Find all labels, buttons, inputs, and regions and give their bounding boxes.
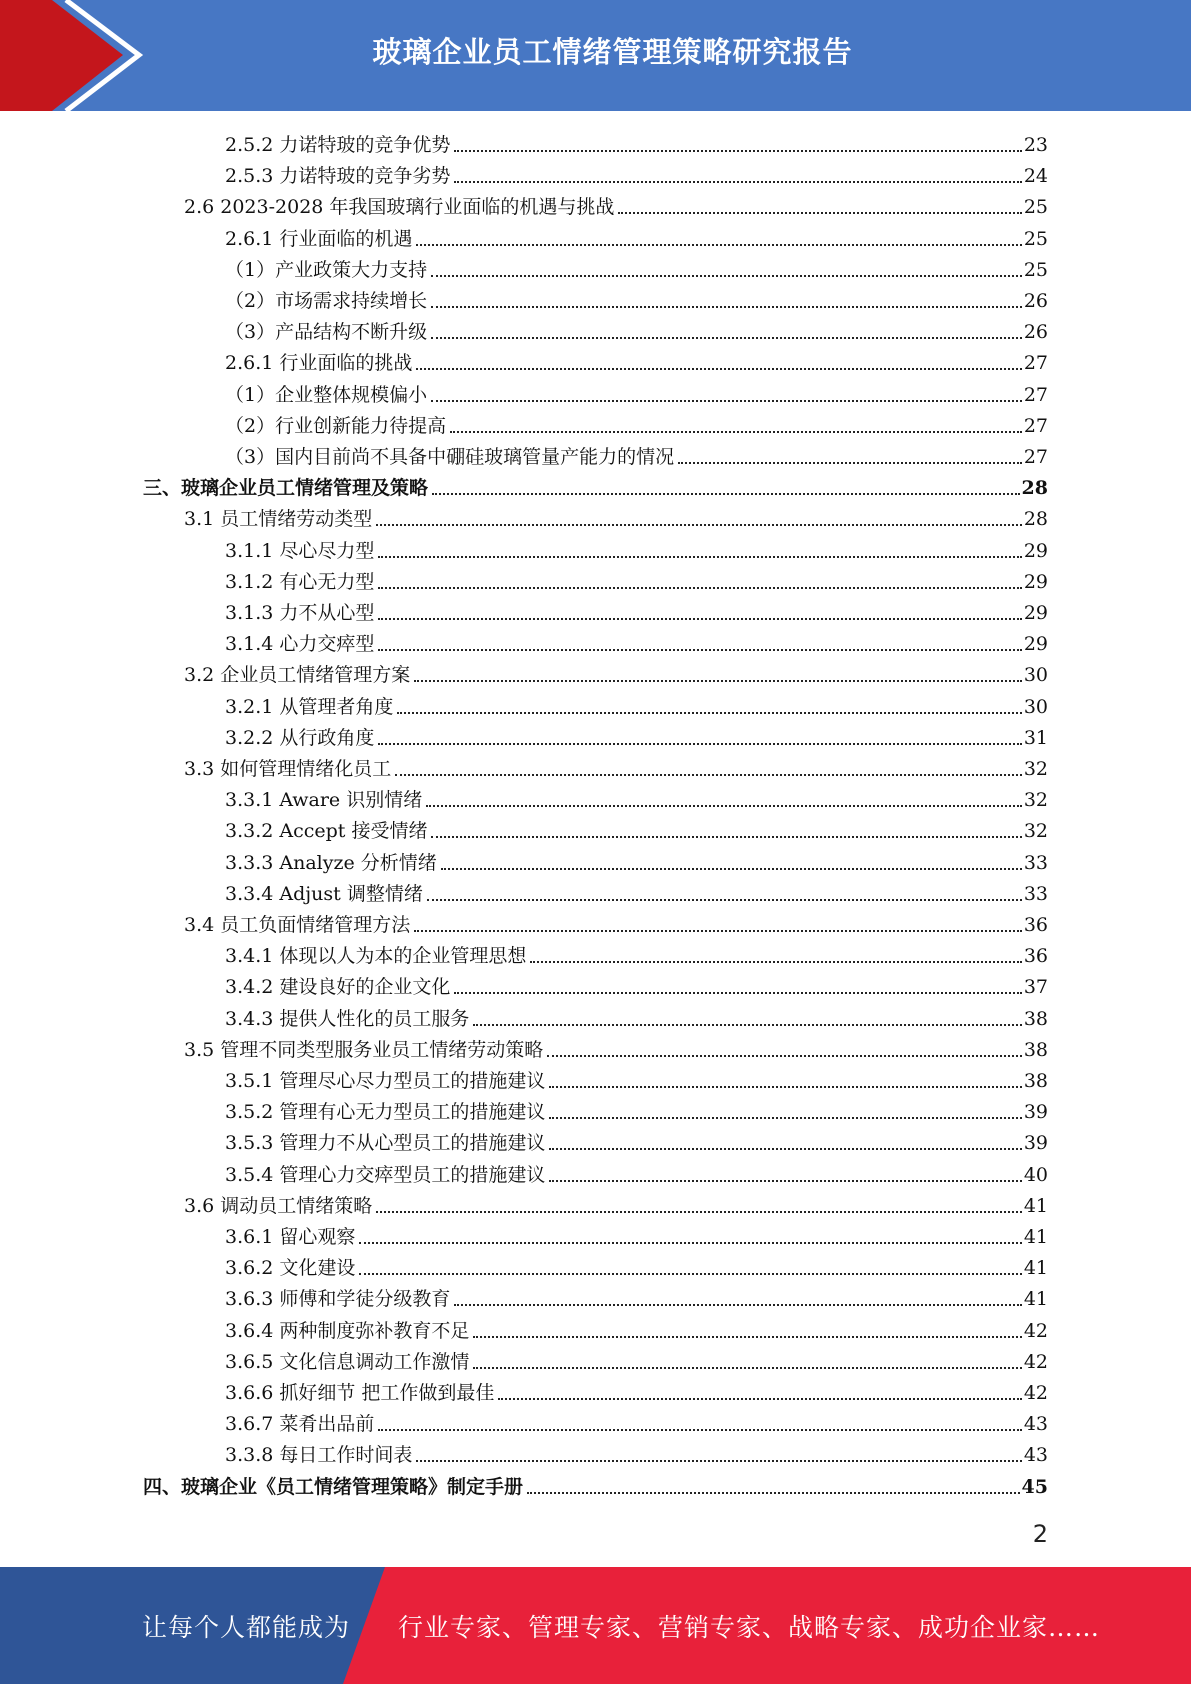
toc-entry[interactable]	[184, 188, 1048, 219]
toc-entry-page: 36	[1023, 945, 1048, 968]
toc-entry[interactable]	[143, 469, 1048, 500]
toc-dot-leader	[378, 556, 1021, 558]
toc-entry[interactable]	[225, 1374, 1048, 1405]
toc-entry[interactable]	[184, 906, 1048, 937]
toc-entry-label: 2.5.3 力诺特玻的竞争劣势	[225, 165, 451, 188]
toc-entry[interactable]	[225, 625, 1048, 656]
toc-entry-label: 三、玻璃企业员工情绪管理及策略	[143, 477, 429, 500]
toc-entry-label: 3.3.1 Aware 识别情绪	[225, 789, 423, 812]
toc-entry[interactable]	[225, 719, 1048, 750]
toc-entry[interactable]	[225, 1249, 1048, 1280]
toc-entry-page: 41	[1023, 1257, 1048, 1280]
toc-entry[interactable]	[225, 594, 1048, 625]
toc-entry-label: 3.3 如何管理情绪化员工	[184, 758, 392, 780]
page-number: 2	[1032, 1520, 1048, 1548]
toc-dot-leader	[473, 1367, 1021, 1369]
toc-entry-label: 3.5.4 管理心力交瘁型员工的措施建议	[225, 1163, 546, 1186]
toc-entry-page: 28	[1021, 477, 1048, 500]
toc-dot-leader	[416, 368, 1021, 370]
toc-dot-leader	[678, 462, 1022, 464]
toc-dot-leader	[431, 306, 1022, 308]
toc-entry[interactable]	[225, 157, 1048, 188]
toc-entry-page: 33	[1023, 851, 1048, 874]
toc-entry[interactable]	[225, 844, 1048, 875]
toc-entry-page: 23	[1023, 134, 1048, 156]
toc-dot-leader	[431, 275, 1022, 277]
toc-entry-label: （3）国内目前尚不具备中硼硅玻璃管量产能力的情况	[225, 446, 675, 468]
toc-dot-leader	[359, 1273, 1021, 1275]
toc-dot-leader	[359, 1242, 1021, 1244]
toc-entry-label: 3.4.2 建设良好的企业文化	[225, 976, 451, 999]
toc-entry-page: 41	[1023, 1226, 1048, 1248]
toc-entry-label: 3.3.3 Analyze 分析情绪	[225, 851, 437, 874]
toc-entry[interactable]	[225, 688, 1048, 719]
toc-entry-label: 3.5.1 管理尽心尽力型员工的措施建议	[225, 1070, 546, 1092]
toc-entry-page: 25	[1023, 258, 1048, 281]
toc-entry[interactable]	[143, 1468, 1048, 1499]
toc-entry[interactable]	[184, 1031, 1048, 1062]
toc-dot-leader	[414, 680, 1022, 682]
toc-entry[interactable]	[225, 812, 1048, 843]
toc-entry[interactable]	[225, 1280, 1048, 1311]
toc-entry-page: 27	[1023, 383, 1048, 406]
toc-entry-page: 30	[1023, 664, 1048, 687]
toc-dot-leader	[397, 712, 1021, 714]
toc-entry-page: 43	[1023, 1444, 1048, 1467]
toc-dot-leader	[376, 524, 1022, 526]
toc-entry-page: 41	[1023, 1288, 1048, 1311]
toc-entry-page: 29	[1023, 570, 1048, 593]
toc-entry-page: 28	[1023, 508, 1048, 531]
toc-dot-leader	[473, 1336, 1021, 1338]
toc-entry-label: （3）产品结构不断升级	[225, 321, 428, 344]
toc-entry-label: 3.3.2 Accept 接受情绪	[225, 820, 428, 843]
toc-entry-page: 27	[1023, 414, 1048, 437]
toc-entry[interactable]	[225, 1156, 1048, 1187]
toc-entry[interactable]	[225, 407, 1048, 438]
toc-dot-leader	[432, 493, 1020, 495]
toc-entry-label: 2.6.1 行业面临的挑战	[225, 352, 413, 375]
toc-entry-label: 3.4 员工负面情绪管理方法	[184, 914, 411, 936]
toc-entry[interactable]	[225, 563, 1048, 594]
toc-entry-page: 45	[1021, 1475, 1048, 1498]
toc-entry-page: 27	[1023, 446, 1048, 468]
toc-entry-label: 3.4.1 体现以人为本的企业管理思想	[225, 945, 527, 968]
toc-entry-page: 26	[1023, 321, 1048, 344]
toc-entry-label: （1）产业政策大力支持	[225, 258, 428, 281]
toc-dot-leader	[431, 836, 1021, 838]
toc-entry-page: 25	[1023, 196, 1048, 219]
toc-dot-leader	[454, 181, 1021, 183]
toc-entry[interactable]	[225, 1312, 1048, 1343]
toc-dot-leader	[431, 337, 1022, 339]
toc-entry-label: （2）市场需求持续增长	[225, 290, 428, 312]
toc-entry-page: 39	[1023, 1132, 1048, 1155]
toc-entry-label: （2）行业创新能力待提高	[225, 414, 447, 437]
toc-entry[interactable]	[225, 1000, 1048, 1031]
header-banner	[0, 0, 1191, 111]
toc-dot-leader	[416, 1460, 1021, 1462]
toc-entry-page: 38	[1023, 1070, 1048, 1092]
toc-entry-page: 40	[1023, 1163, 1048, 1186]
toc-entry-label: 3.5.2 管理有心无力型员工的措施建议	[225, 1101, 546, 1124]
toc-dot-leader	[378, 649, 1021, 651]
toc-entry[interactable]	[184, 500, 1048, 531]
toc-entry-label: 2.6.1 行业面临的机遇	[225, 227, 413, 250]
toc-entry-label: 3.6.7 菜肴出品前	[225, 1413, 375, 1436]
toc-entry-page: 24	[1023, 165, 1048, 188]
toc-entry[interactable]	[225, 875, 1048, 906]
toc-dot-leader	[530, 961, 1021, 963]
toc-entry-label: 3.5 管理不同类型服务业员工情绪劳动策略	[184, 1038, 544, 1061]
toc-entry-page: 29	[1023, 539, 1048, 562]
toc-entry-page: 33	[1023, 882, 1048, 905]
toc-dot-leader	[378, 743, 1021, 745]
toc-dot-leader	[426, 805, 1022, 807]
toc-entry-label: 2.6 2023-2028 年我国玻璃行业面临的机遇与挑战	[184, 196, 615, 219]
toc-entry-page: 42	[1023, 1350, 1048, 1373]
toc-entry-label: 3.2.1 从管理者角度	[225, 695, 394, 718]
toc-entry-label: 3.1.3 力不从心型	[225, 602, 375, 624]
toc-entry[interactable]	[225, 313, 1048, 344]
toc-dot-leader	[454, 150, 1021, 152]
toc-dot-leader	[549, 1086, 1021, 1088]
toc-entry[interactable]	[184, 750, 1048, 781]
footer-slogan-right: 行业专家、管理专家、营销专家、战略专家、成功企业家……	[398, 1612, 1101, 1642]
toc-entry[interactable]	[225, 781, 1048, 812]
toc-entry-page: 29	[1023, 602, 1048, 624]
toc-dot-leader	[431, 400, 1022, 402]
toc-entry-page: 42	[1023, 1382, 1048, 1404]
toc-entry[interactable]	[225, 376, 1048, 407]
toc-entry-label: 3.3.4 Adjust 调整情绪	[225, 882, 423, 905]
toc-entry[interactable]	[184, 1187, 1048, 1218]
toc-entry[interactable]	[225, 438, 1048, 469]
toc-entry-label: 3.4.3 提供人性化的员工服务	[225, 1007, 470, 1030]
toc-dot-leader	[549, 1117, 1021, 1119]
toc-entry-label: 四、玻璃企业《员工情绪管理策略》制定手册	[143, 1475, 524, 1498]
toc-entry-page: 32	[1023, 789, 1048, 812]
toc-dot-leader	[527, 1492, 1020, 1494]
toc-entry-page: 25	[1023, 227, 1048, 250]
toc-dot-leader	[378, 1429, 1021, 1431]
toc-entry-label: 3.1.4 心力交瘁型	[225, 633, 375, 656]
toc-dot-leader	[414, 930, 1022, 932]
toc-entry-page: 30	[1023, 695, 1048, 718]
toc-dot-leader	[427, 899, 1022, 901]
toc-entry-label: 3.1.2 有心无力型	[225, 570, 375, 593]
toc-entry-label: 3.6.1 留心观察	[225, 1226, 356, 1248]
toc-entry-label: 3.6.6 抓好细节 把工作做到最佳	[225, 1382, 495, 1404]
toc-entry-page: 36	[1023, 914, 1048, 936]
toc-entry-page: 32	[1023, 758, 1048, 780]
toc-dot-leader	[378, 587, 1021, 589]
toc-entry-label: 3.5.3 管理力不从心型员工的措施建议	[225, 1132, 546, 1155]
toc-entry[interactable]	[225, 532, 1048, 563]
toc-dot-leader	[450, 431, 1022, 433]
toc-entry-page: 26	[1023, 290, 1048, 312]
report-title: 玻璃企业员工情绪管理策略研究报告	[372, 34, 853, 69]
toc-dot-leader	[547, 1055, 1022, 1057]
toc-dot-leader	[549, 1148, 1021, 1150]
toc-entry-label: 3.1.1 尽心尽力型	[225, 539, 375, 562]
toc-entry-label: 3.3.8 每日工作时间表	[225, 1444, 413, 1467]
footer-slogan-left: 让每个人都能成为	[142, 1612, 351, 1642]
toc-entry-page: 32	[1023, 820, 1048, 843]
toc-entry-page: 38	[1023, 1007, 1048, 1030]
toc-entry-page: 27	[1023, 352, 1048, 375]
toc-entry[interactable]	[225, 220, 1048, 251]
toc-dot-leader	[498, 1398, 1021, 1400]
toc-entry-page: 29	[1023, 633, 1048, 656]
toc-entry[interactable]	[225, 1436, 1048, 1467]
toc-dot-leader	[376, 1211, 1022, 1213]
toc-entry-page: 42	[1023, 1319, 1048, 1342]
toc-dot-leader	[454, 1304, 1021, 1306]
toc-entry-label: 3.6.4 两种制度弥补教育不足	[225, 1319, 470, 1342]
toc-dot-leader	[549, 1180, 1021, 1182]
toc-entry[interactable]	[225, 1218, 1048, 1249]
toc-entry-page: 39	[1023, 1101, 1048, 1124]
toc-entry-label: 3.6.2 文化建设	[225, 1257, 356, 1280]
toc-dot-leader	[454, 992, 1021, 994]
toc-entry-label: 3.6.3 师傅和学徒分级教育	[225, 1288, 451, 1311]
toc-dot-leader	[416, 244, 1021, 246]
toc-entry[interactable]	[225, 344, 1048, 375]
toc-entry[interactable]	[225, 1124, 1048, 1155]
toc-entry[interactable]	[225, 126, 1048, 157]
toc-entry[interactable]	[225, 937, 1048, 968]
toc-entry-page: 43	[1023, 1413, 1048, 1436]
footer-banner	[0, 1567, 1191, 1684]
toc-entry[interactable]	[225, 282, 1048, 313]
toc-dot-leader	[441, 868, 1022, 870]
toc-entry[interactable]	[184, 656, 1048, 687]
toc-entry-label: 3.2 企业员工情绪管理方案	[184, 664, 411, 687]
toc-entry-page: 38	[1023, 1038, 1048, 1061]
toc-entry[interactable]	[225, 1093, 1048, 1124]
toc-entry-label: 3.1 员工情绪劳动类型	[184, 508, 373, 531]
toc-entry-label: 3.2.2 从行政角度	[225, 726, 375, 749]
toc-entry-page: 41	[1023, 1194, 1048, 1217]
toc-entry[interactable]	[225, 1405, 1048, 1436]
toc-entry-page: 37	[1023, 976, 1048, 999]
toc-entry[interactable]	[225, 251, 1048, 282]
toc-dot-leader	[395, 774, 1022, 776]
toc-entry-page: 31	[1023, 726, 1048, 749]
toc-entry-label: 3.6 调动员工情绪策略	[184, 1194, 373, 1217]
toc-entry[interactable]	[225, 1062, 1048, 1093]
toc-entry[interactable]	[225, 968, 1048, 999]
toc-entry-label: 2.5.2 力诺特玻的竞争优势	[225, 134, 451, 156]
toc-dot-leader	[378, 618, 1021, 620]
toc-entry-label: （1）企业整体规模偏小	[225, 383, 428, 406]
toc-dot-leader	[473, 1024, 1021, 1026]
toc-entry[interactable]	[225, 1343, 1048, 1374]
toc-dot-leader	[618, 212, 1021, 214]
toc-entry-label: 3.6.5 文化信息调动工作激情	[225, 1350, 470, 1373]
